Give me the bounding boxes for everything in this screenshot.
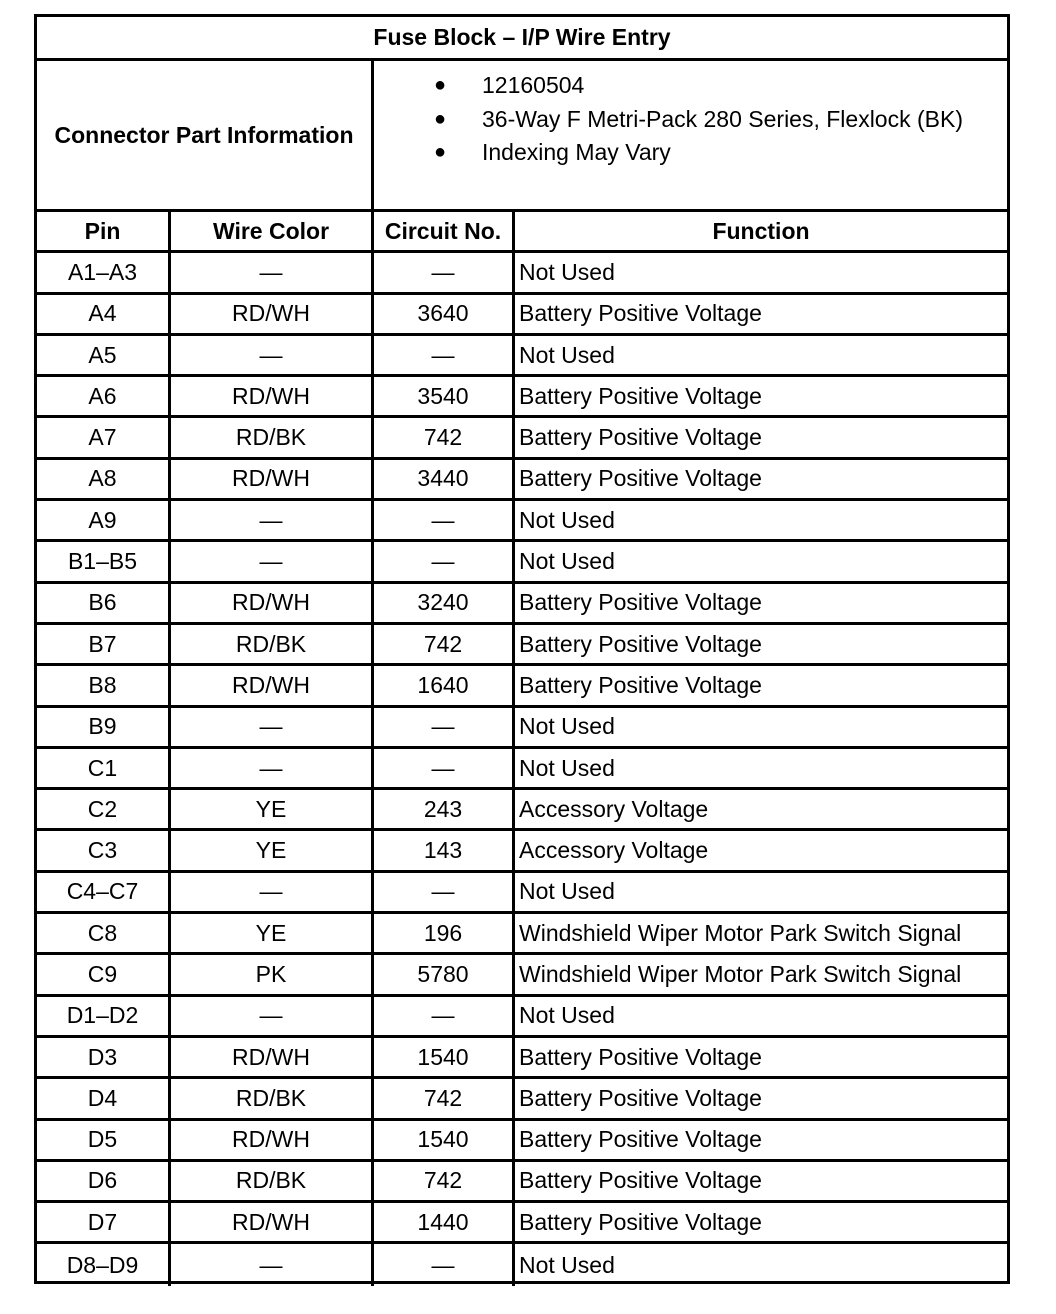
- table-row: [37, 873, 1007, 914]
- table-title: Fuse Block – I/P Wire Entry: [37, 17, 1007, 61]
- function-cell: Battery Positive Voltage: [519, 1043, 762, 1070]
- circuit-cell: 1540: [374, 1038, 515, 1076]
- wire-color-cell: RD/WH: [171, 377, 374, 415]
- connector-info-text: 36-Way F Metri-Pack 280 Series, Flexlock (BK): [482, 105, 963, 132]
- table-row: [37, 1038, 1007, 1079]
- circuit-cell: 196: [374, 914, 515, 952]
- wire-color-cell: YE: [171, 790, 374, 828]
- function-cell: Accessory Voltage: [519, 795, 709, 822]
- table-row: [37, 295, 1007, 336]
- pin-cell: D7: [37, 1203, 171, 1241]
- wire-color-cell: —: [171, 336, 374, 374]
- function-cell: Not Used: [519, 1002, 615, 1029]
- wire-color-cell: —: [171, 997, 374, 1035]
- circuit-cell: —: [374, 1244, 515, 1285]
- function-cell: Not Used: [519, 713, 615, 740]
- pin-cell: A1–A3: [37, 253, 171, 291]
- circuit-cell: —: [374, 873, 515, 911]
- table-row: [37, 1244, 1007, 1285]
- circuit-cell: 1640: [374, 666, 515, 704]
- wire-color-cell: —: [171, 501, 374, 539]
- function-cell: Battery Positive Voltage: [519, 1208, 762, 1235]
- function-cell: Not Used: [519, 341, 615, 368]
- pin-cell: B1–B5: [37, 542, 171, 580]
- connector-table: [34, 14, 1010, 1284]
- function-cell: Battery Positive Voltage: [519, 465, 762, 492]
- wire-color-cell: —: [171, 873, 374, 911]
- wire-color-cell: RD/BK: [171, 625, 374, 663]
- table-row: [37, 666, 1007, 707]
- connector-info-text: 12160504: [482, 72, 585, 99]
- pin-cell: C8: [37, 914, 171, 952]
- circuit-cell: 3440: [374, 460, 515, 498]
- pin-cell: C9: [37, 955, 171, 993]
- wire-color-cell: RD/WH: [171, 1121, 374, 1159]
- function-cell: Not Used: [519, 506, 615, 533]
- connector-info-item: [374, 103, 1007, 137]
- wire-color-cell: PK: [171, 955, 374, 993]
- wire-color-cell: RD/BK: [171, 1162, 374, 1200]
- pin-cell: D8–D9: [37, 1244, 171, 1285]
- function-cell: Battery Positive Voltage: [519, 424, 762, 451]
- wire-color-cell: —: [171, 542, 374, 580]
- function-cell: Battery Positive Voltage: [519, 300, 762, 327]
- pin-cell: D4: [37, 1079, 171, 1117]
- header-function: Function: [712, 217, 810, 244]
- table-row: [37, 336, 1007, 377]
- pin-cell: A5: [37, 336, 171, 374]
- table-row: [37, 253, 1007, 294]
- pin-cell: A9: [37, 501, 171, 539]
- circuit-cell: 742: [374, 418, 515, 456]
- table-row: [37, 708, 1007, 749]
- wire-color-cell: YE: [171, 831, 374, 869]
- pin-cell: D5: [37, 1121, 171, 1159]
- header-circuit: Circuit No.: [374, 212, 515, 250]
- wire-color-cell: RD/WH: [171, 1038, 374, 1076]
- table-row: [37, 1162, 1007, 1203]
- wire-color-cell: RD/BK: [171, 418, 374, 456]
- circuit-cell: 1540: [374, 1121, 515, 1159]
- function-cell: Battery Positive Voltage: [519, 630, 762, 657]
- circuit-cell: 3240: [374, 584, 515, 622]
- pin-cell: B8: [37, 666, 171, 704]
- circuit-cell: 3640: [374, 295, 515, 333]
- pin-cell: A6: [37, 377, 171, 415]
- circuit-cell: 243: [374, 790, 515, 828]
- connector-info-text: Indexing May Vary: [482, 139, 671, 166]
- header-wire-color: Wire Color: [171, 212, 374, 250]
- table-row: [37, 955, 1007, 996]
- table-row: [37, 749, 1007, 790]
- table-row: [37, 831, 1007, 872]
- table-row: [37, 1203, 1007, 1244]
- function-cell: Not Used: [519, 258, 615, 285]
- function-cell: Battery Positive Voltage: [519, 1167, 762, 1194]
- bullet-icon: ●: [433, 74, 447, 97]
- wire-color-cell: —: [171, 749, 374, 787]
- bullet-icon: ●: [433, 141, 447, 164]
- table-row: [37, 914, 1007, 955]
- function-cell: Accessory Voltage: [519, 837, 709, 864]
- function-cell: Battery Positive Voltage: [519, 589, 762, 616]
- function-cell: Not Used: [519, 878, 615, 905]
- table-row: [37, 1079, 1007, 1120]
- table-row: [37, 584, 1007, 625]
- pin-cell: C4–C7: [37, 873, 171, 911]
- pin-cell: C2: [37, 790, 171, 828]
- pin-cell: B9: [37, 708, 171, 746]
- table-row: [37, 542, 1007, 583]
- circuit-cell: —: [374, 542, 515, 580]
- function-cell: Not Used: [519, 754, 615, 781]
- pin-cell: D6: [37, 1162, 171, 1200]
- pin-grid: [37, 212, 1007, 1286]
- function-cell: Battery Positive Voltage: [519, 1084, 762, 1111]
- circuit-cell: —: [374, 501, 515, 539]
- wire-color-cell: —: [171, 253, 374, 291]
- table-row: [37, 501, 1007, 542]
- circuit-cell: —: [374, 708, 515, 746]
- function-cell: Battery Positive Voltage: [519, 671, 762, 698]
- wire-color-cell: RD/WH: [171, 295, 374, 333]
- pin-cell: D1–D2: [37, 997, 171, 1035]
- pin-cell: A7: [37, 418, 171, 456]
- circuit-cell: —: [374, 336, 515, 374]
- wire-color-cell: —: [171, 708, 374, 746]
- header-pin: Pin: [37, 212, 171, 250]
- function-cell: Not Used: [519, 548, 615, 575]
- wire-color-cell: RD/WH: [171, 666, 374, 704]
- table-row: [37, 418, 1007, 459]
- function-cell: Windshield Wiper Motor Park Switch Signal: [519, 960, 962, 987]
- connector-info-label: Connector Part Information: [37, 61, 374, 209]
- circuit-cell: 742: [374, 625, 515, 663]
- pin-cell: A4: [37, 295, 171, 333]
- circuit-cell: —: [374, 749, 515, 787]
- circuit-cell: 3540: [374, 377, 515, 415]
- circuit-cell: 1440: [374, 1203, 515, 1241]
- bullet-icon: ●: [433, 107, 447, 130]
- circuit-cell: 5780: [374, 955, 515, 993]
- wire-color-cell: RD/WH: [171, 584, 374, 622]
- connector-info-item: [374, 69, 1007, 103]
- function-cell: Not Used: [519, 1251, 615, 1278]
- wire-color-cell: RD/WH: [171, 460, 374, 498]
- pin-cell: B6: [37, 584, 171, 622]
- wire-color-cell: RD/WH: [171, 1203, 374, 1241]
- table-row: [37, 790, 1007, 831]
- connector-info-item: [374, 136, 1007, 170]
- wire-color-cell: YE: [171, 914, 374, 952]
- table-row: [37, 460, 1007, 501]
- wire-color-cell: —: [171, 1244, 374, 1285]
- pin-cell: C3: [37, 831, 171, 869]
- wire-color-cell: RD/BK: [171, 1079, 374, 1117]
- circuit-cell: 143: [374, 831, 515, 869]
- circuit-cell: —: [374, 997, 515, 1035]
- table-row: [37, 625, 1007, 666]
- circuit-cell: —: [374, 253, 515, 291]
- table-row: [37, 377, 1007, 418]
- header-row: [37, 212, 1007, 253]
- table-row: [37, 997, 1007, 1038]
- connector-info-section: [37, 61, 1007, 212]
- pin-cell: D3: [37, 1038, 171, 1076]
- circuit-cell: 742: [374, 1162, 515, 1200]
- pin-cell: C1: [37, 749, 171, 787]
- connector-info-list: [374, 61, 1007, 209]
- function-cell: Windshield Wiper Motor Park Switch Signal: [519, 919, 962, 946]
- function-cell: Battery Positive Voltage: [519, 382, 762, 409]
- pin-cell: A8: [37, 460, 171, 498]
- function-cell: Battery Positive Voltage: [519, 1126, 762, 1153]
- circuit-cell: 742: [374, 1079, 515, 1117]
- pin-cell: B7: [37, 625, 171, 663]
- table-row: [37, 1121, 1007, 1162]
